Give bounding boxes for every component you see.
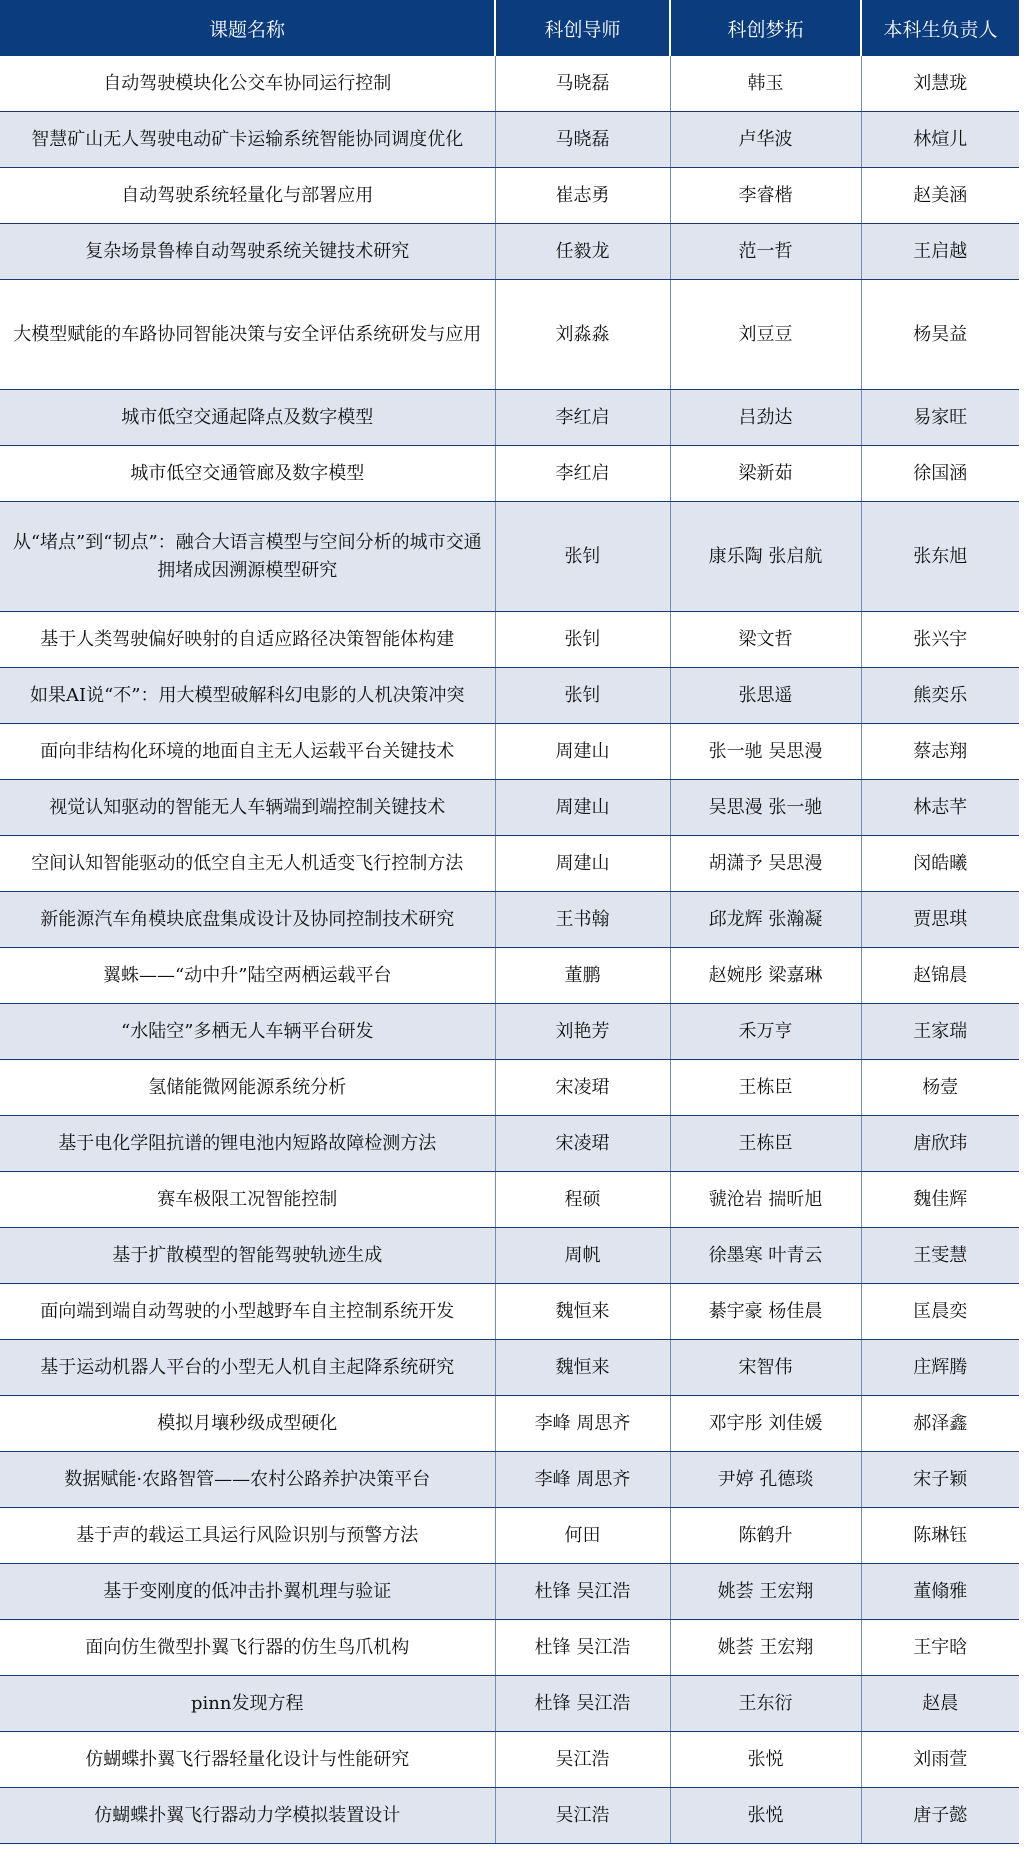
- cell-leader: 匡晨奕: [861, 1284, 1019, 1340]
- table-row: [0, 1396, 1019, 1452]
- cell-leader: 王启越: [861, 224, 1019, 280]
- cell-leader: 贾思琪: [861, 892, 1019, 948]
- cell-leader: 郝泽鑫: [861, 1396, 1019, 1452]
- cell-tutor: 王栋臣: [670, 1060, 861, 1116]
- table-row: [0, 1172, 1019, 1228]
- cell-mentor: 李峰 周思齐: [495, 1396, 670, 1452]
- cell-leader: 林志芊: [861, 780, 1019, 836]
- cell-tutor: 张一驰 吴思漫: [670, 724, 861, 780]
- cell-leader: 刘慧珑: [861, 56, 1019, 112]
- table-row: [0, 1732, 1019, 1788]
- cell-tutor: 吕劲达: [670, 390, 861, 446]
- cell-leader: 张东旭: [861, 502, 1019, 612]
- cell-title: 自动驾驶模块化公交车协同运行控制: [0, 56, 495, 112]
- cell-title: 大模型赋能的车路协同智能决策与安全评估系统研发与应用: [0, 280, 495, 390]
- cell-mentor: 张钊: [495, 502, 670, 612]
- cell-tutor: 梁文哲: [670, 612, 861, 668]
- cell-mentor: 周建山: [495, 724, 670, 780]
- table-row: [0, 612, 1019, 668]
- cell-title: 数据赋能·农路智管——农村公路养护决策平台: [0, 1452, 495, 1508]
- cell-leader: 易家旺: [861, 390, 1019, 446]
- cell-leader: 蔡志翔: [861, 724, 1019, 780]
- cell-tutor: 李睿楷: [670, 168, 861, 224]
- cell-leader: 唐欣玮: [861, 1116, 1019, 1172]
- header-row: [0, 0, 1019, 56]
- cell-leader: 杨壹: [861, 1060, 1019, 1116]
- cell-mentor: 杜锋 吴江浩: [495, 1620, 670, 1676]
- cell-tutor: 宋智伟: [670, 1340, 861, 1396]
- cell-mentor: 何田: [495, 1508, 670, 1564]
- cell-title: 面向非结构化环境的地面自主无人运载平台关键技术: [0, 724, 495, 780]
- table-row: [0, 668, 1019, 724]
- cell-tutor: 徐墨寒 叶青云: [670, 1228, 861, 1284]
- cell-mentor: 董鹏: [495, 948, 670, 1004]
- cell-title: 模拟月壤秒级成型硬化: [0, 1396, 495, 1452]
- cell-title: 空间认知智能驱动的低空自主无人机适变飞行控制方法: [0, 836, 495, 892]
- cell-mentor: 王书翰: [495, 892, 670, 948]
- cell-title: pinn发现方程: [0, 1676, 495, 1732]
- cell-title: 仿蝴蝶扑翼飞行器动力学模拟装置设计: [0, 1788, 495, 1844]
- cell-title: 面向端到端自动驾驶的小型越野车自主控制系统开发: [0, 1284, 495, 1340]
- cell-mentor: 李红启: [495, 446, 670, 502]
- cell-leader: 徐国涵: [861, 446, 1019, 502]
- cell-tutor: 姚荟 王宏翔: [670, 1564, 861, 1620]
- cell-title: 赛车极限工况智能控制: [0, 1172, 495, 1228]
- cell-tutor: 范一哲: [670, 224, 861, 280]
- table-row: [0, 1508, 1019, 1564]
- table-row: [0, 1564, 1019, 1620]
- table-row: [0, 1452, 1019, 1508]
- cell-mentor: 周帆: [495, 1228, 670, 1284]
- cell-tutor: 张悦: [670, 1788, 861, 1844]
- table-row: [0, 502, 1019, 612]
- table-row: [0, 1060, 1019, 1116]
- cell-title: 城市低空交通起降点及数字模型: [0, 390, 495, 446]
- table-row: [0, 1788, 1019, 1844]
- cell-title: 面向仿生微型扑翼飞行器的仿生鸟爪机构: [0, 1620, 495, 1676]
- cell-mentor: 吴江浩: [495, 1788, 670, 1844]
- header-tutor: 科创梦拓: [670, 0, 861, 56]
- cell-title: 基于变刚度的低冲击扑翼机理与验证: [0, 1564, 495, 1620]
- cell-mentor: 李峰 周思齐: [495, 1452, 670, 1508]
- cell-mentor: 宋凌珺: [495, 1060, 670, 1116]
- cell-tutor: 赵婉彤 梁嘉琳: [670, 948, 861, 1004]
- cell-leader: 唐子懿: [861, 1788, 1019, 1844]
- header-mentor: 科创导师: [495, 0, 670, 56]
- cell-mentor: 李红启: [495, 390, 670, 446]
- cell-mentor: 程硕: [495, 1172, 670, 1228]
- cell-leader: 林煊儿: [861, 112, 1019, 168]
- table-row: [0, 836, 1019, 892]
- table-row: [0, 1620, 1019, 1676]
- cell-leader: 闵皓曦: [861, 836, 1019, 892]
- cell-tutor: 张悦: [670, 1732, 861, 1788]
- cell-leader: 王宇晗: [861, 1620, 1019, 1676]
- cell-title: 自动驾驶系统轻量化与部署应用: [0, 168, 495, 224]
- cell-tutor: 刘豆豆: [670, 280, 861, 390]
- cell-leader: 王家瑞: [861, 1004, 1019, 1060]
- cell-leader: 魏佳辉: [861, 1172, 1019, 1228]
- cell-title: 新能源汽车角模块底盘集成设计及协同控制技术研究: [0, 892, 495, 948]
- cell-tutor: 康乐陶 张启航: [670, 502, 861, 612]
- cell-title: 城市低空交通管廊及数字模型: [0, 446, 495, 502]
- cell-mentor: 崔志勇: [495, 168, 670, 224]
- cell-mentor: 杜锋 吴江浩: [495, 1564, 670, 1620]
- cell-leader: 董翛雅: [861, 1564, 1019, 1620]
- table-row: [0, 1004, 1019, 1060]
- cell-tutor: 姚荟 王宏翔: [670, 1620, 861, 1676]
- cell-mentor: 刘艳芳: [495, 1004, 670, 1060]
- cell-leader: 杨昊益: [861, 280, 1019, 390]
- cell-tutor: 张思遥: [670, 668, 861, 724]
- cell-title: 视觉认知驱动的智能无人车辆端到端控制关键技术: [0, 780, 495, 836]
- cell-leader: 赵晨: [861, 1676, 1019, 1732]
- cell-tutor: 綦宇豪 杨佳晨: [670, 1284, 861, 1340]
- cell-title: 仿蝴蝶扑翼飞行器轻量化设计与性能研究: [0, 1732, 495, 1788]
- cell-mentor: 吴江浩: [495, 1732, 670, 1788]
- cell-mentor: 任毅龙: [495, 224, 670, 280]
- cell-mentor: 宋凌珺: [495, 1116, 670, 1172]
- table-row: [0, 280, 1019, 390]
- table-row: [0, 948, 1019, 1004]
- cell-tutor: 邱龙辉 张瀚凝: [670, 892, 861, 948]
- header-title: 课题名称: [0, 0, 495, 56]
- cell-tutor: 邓宇彤 刘佳媛: [670, 1396, 861, 1452]
- cell-mentor: 周建山: [495, 836, 670, 892]
- table-row: [0, 168, 1019, 224]
- header-leader: 本科生负责人: [861, 0, 1019, 56]
- cell-title: 从“堵点”到“韧点”：融合大语言模型与空间分析的城市交通拥堵成因溯源模型研究: [0, 502, 495, 612]
- cell-title: 氢储能微网能源系统分析: [0, 1060, 495, 1116]
- table-row: [0, 780, 1019, 836]
- table-row: [0, 1340, 1019, 1396]
- cell-tutor: 虢沧岩 揣昕旭: [670, 1172, 861, 1228]
- cell-leader: 宋子颖: [861, 1452, 1019, 1508]
- cell-title: 智慧矿山无人驾驶电动矿卡运输系统智能协同调度优化: [0, 112, 495, 168]
- cell-mentor: 刘淼淼: [495, 280, 670, 390]
- table-row: [0, 224, 1019, 280]
- cell-mentor: 杜锋 吴江浩: [495, 1676, 670, 1732]
- cell-tutor: 吴思漫 张一驰: [670, 780, 861, 836]
- cell-tutor: 尹婷 孔德琰: [670, 1452, 861, 1508]
- table-row: [0, 56, 1019, 112]
- cell-tutor: 王栋臣: [670, 1116, 861, 1172]
- cell-tutor: 韩玉: [670, 56, 861, 112]
- table-row: [0, 1116, 1019, 1172]
- table-row: [0, 724, 1019, 780]
- cell-leader: 张兴宇: [861, 612, 1019, 668]
- table-row: [0, 390, 1019, 446]
- cell-title: 基于扩散模型的智能驾驶轨迹生成: [0, 1228, 495, 1284]
- table-row: [0, 112, 1019, 168]
- table-row: [0, 892, 1019, 948]
- cell-mentor: 魏恒来: [495, 1284, 670, 1340]
- cell-tutor: 梁新茹: [670, 446, 861, 502]
- cell-mentor: 魏恒来: [495, 1340, 670, 1396]
- cell-title: 基于人类驾驶偏好映射的自适应路径决策智能体构建: [0, 612, 495, 668]
- table-body: [0, 56, 1019, 1844]
- table-row: [0, 1284, 1019, 1340]
- cell-leader: 庄辉腾: [861, 1340, 1019, 1396]
- table-row: [0, 1676, 1019, 1732]
- cell-title: 基于运动机器人平台的小型无人机自主起降系统研究: [0, 1340, 495, 1396]
- cell-leader: 赵锦晨: [861, 948, 1019, 1004]
- cell-leader: 陈琳钰: [861, 1508, 1019, 1564]
- cell-title: 翼蛛——“动中升”陆空两栖运载平台: [0, 948, 495, 1004]
- cell-title: 基于声的载运工具运行风险识别与预警方法: [0, 1508, 495, 1564]
- cell-mentor: 张钊: [495, 612, 670, 668]
- cell-leader: 赵美涵: [861, 168, 1019, 224]
- table-row: [0, 1228, 1019, 1284]
- cell-title: 基于电化学阻抗谱的锂电池内短路故障检测方法: [0, 1116, 495, 1172]
- cell-mentor: 马晓磊: [495, 112, 670, 168]
- cell-tutor: 陈鹤升: [670, 1508, 861, 1564]
- cell-mentor: 马晓磊: [495, 56, 670, 112]
- cell-tutor: 王东衍: [670, 1676, 861, 1732]
- cell-leader: 王雯慧: [861, 1228, 1019, 1284]
- cell-tutor: 胡潇予 吴思漫: [670, 836, 861, 892]
- cell-mentor: 周建山: [495, 780, 670, 836]
- cell-tutor: 禾万亨: [670, 1004, 861, 1060]
- cell-mentor: 张钊: [495, 668, 670, 724]
- cell-title: 如果AI说“不”：用大模型破解科幻电影的人机决策冲突: [0, 668, 495, 724]
- table-row: [0, 446, 1019, 502]
- cell-title: “水陆空”多栖无人车辆平台研发: [0, 1004, 495, 1060]
- cell-leader: 刘雨萱: [861, 1732, 1019, 1788]
- cell-tutor: 卢华波: [670, 112, 861, 168]
- cell-title: 复杂场景鲁棒自动驾驶系统关键技术研究: [0, 224, 495, 280]
- cell-leader: 熊奕乐: [861, 668, 1019, 724]
